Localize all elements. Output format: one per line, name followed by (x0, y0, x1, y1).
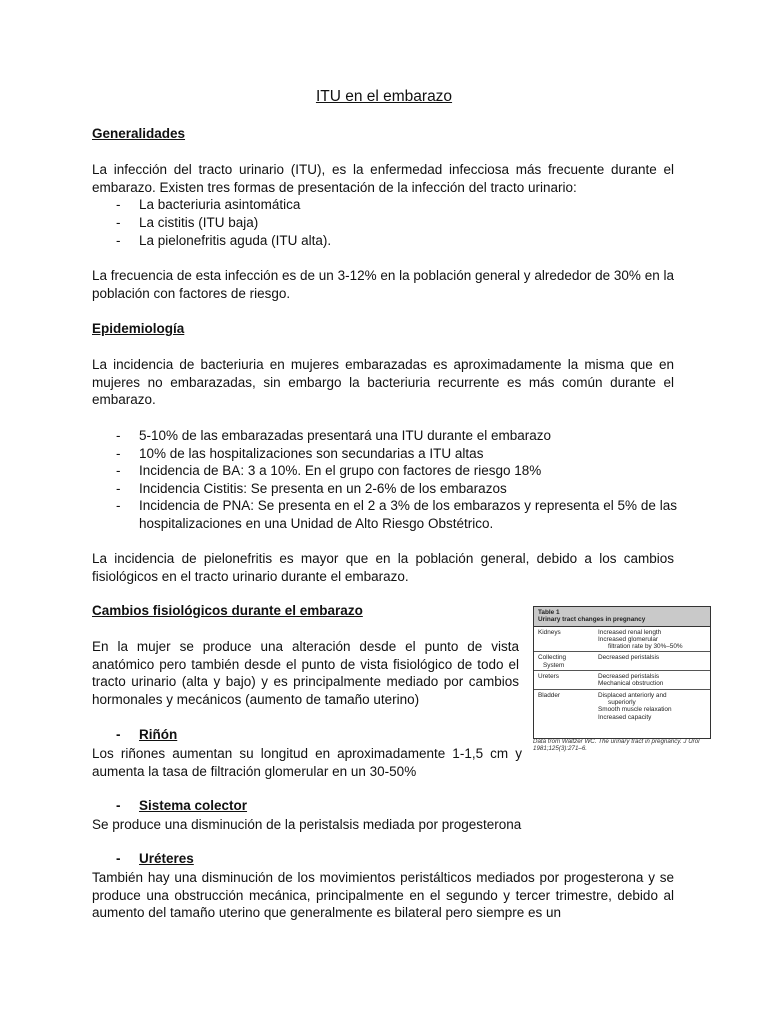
paragraph-intro: La infección del tracto urinario (ITU), es la enfermedad infecciosa más frecuente durante el embarazo. Existen tres formas de presentación de la infección del tracto urinario: (92, 162, 674, 195)
page-title: ITU en el embarazo (315, 88, 453, 105)
list-item: - 5-10% de las embarazadas presentará una ITU durante el embarazo (116, 428, 551, 443)
list-item: - Incidencia de PNA: Se presenta en el 2 a 3% de los embarazos y representa el 5% de las hospitalizaciones en una Unidad de Alto Riesgo Obstétrico. (116, 498, 677, 531)
list-item: - La pielonefritis aguda (ITU alta). (116, 233, 332, 248)
table-row: Collecting System Decreased peristalsis (534, 652, 710, 671)
paragraph-ureteres: También hay una disminución de los movimientos peristálticos mediados por progesterona y se produce una obstrucción mecánica, principalmente en el segundo y tercer trimestre, debido al aumento del tamaño uterino que generalmente es bilateral pero siempre es un (92, 870, 674, 921)
list-item: - Incidencia de BA: 3 a 10%. En el grupo con factores de riesgo 18% (116, 463, 542, 478)
table-row: Bladder Displaced anteriorly and superiorly Smooth muscle relaxation Increased capacity (538, 691, 672, 721)
table-row: Kidneys Increased renal length Increased glomerular filtration rate by 30%–50% (534, 627, 710, 653)
paragraph-frecuencia: La frecuencia de esta infección es de un 3-12% en la población general y alrededor de 30% en la población con factores de riesgo. (92, 268, 674, 301)
subheading-rinon: - Riñón (116, 727, 178, 742)
paragraph-incidencia: La incidencia de bacteriuria en mujeres embarazadas es aproximadamente la misma que en mujeres no embarazadas, sin embargo la bacteriuria recurrente es más común durante el embarazo. (92, 357, 674, 408)
paragraph-pielonefritis: La incidencia de pielonefritis es mayor que en la población general, debido a los cambios fisiológicos en el tracto urinario durante el embarazo. (92, 551, 674, 584)
subheading-sistema-colector: - Sistema colector (116, 798, 248, 813)
subheading-ureteres: - Uréteres (116, 851, 194, 866)
heading-cambios: Cambios fisiológicos durante el embarazo (92, 603, 363, 618)
heading-epidemiologia: Epidemiología (92, 321, 185, 336)
table-header: Table 1 Urinary tract changes in pregnancy (534, 607, 710, 627)
paragraph-cambios: En la mujer se produce una alteración desde el punto de vista anatómico pero también desde el punto de vista fisiológico de todo el tracto urinario (alta y bajo) y es principalmente mediado por cambios hormonales y mecánicos (aumento de tamaño uterino) (92, 639, 519, 707)
list-item: - La bacteriuria asintomática (116, 197, 301, 212)
list-item: - Incidencia Cistitis: Se presenta en un 2-6% de los embarazos (116, 481, 507, 496)
table-row: Ureters Decreased peristalsis Mechanical obstruction (534, 671, 710, 690)
list-item: - La cistitis (ITU baja) (116, 215, 259, 230)
heading-generalidades: Generalidades (92, 126, 186, 141)
figure-caption: Data from Waltzer WC. The urinary tract in pregnancy. J Urol 1981;125(3):271–6. (533, 738, 700, 753)
paragraph-rinon: Los riñones aumentan su longitud en aproximadamente 1-1,5 cm y aumenta la tasa de filtración glomerular en un 30-50% (92, 746, 522, 779)
paragraph-colector: Se produce una disminución de la peristalsis mediada por progesterona (92, 817, 522, 832)
urinary-tract-table-figure (533, 606, 711, 739)
list-item: - 10% de las hospitalizaciones son secundarias a ITU altas (116, 446, 484, 461)
